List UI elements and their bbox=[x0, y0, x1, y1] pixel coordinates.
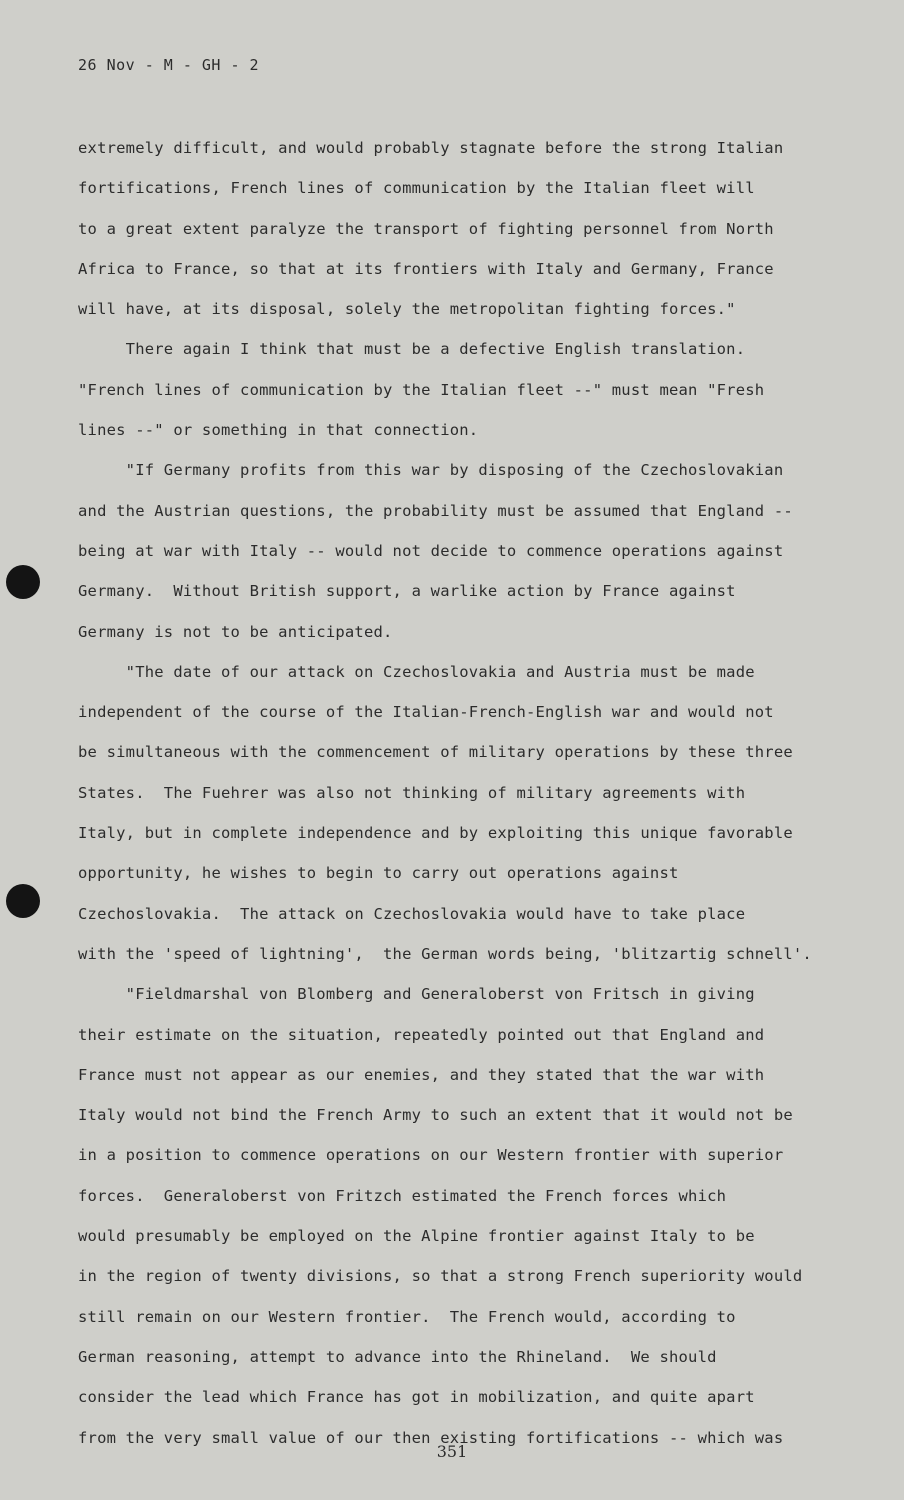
text-line: opportunity, he wishes to begin to carry out operations against bbox=[78, 864, 679, 883]
text-line: "If Germany profits from this war by disposing of the Czechoslovakian bbox=[78, 461, 784, 480]
text-line: still remain on our Western frontier. The French would, according to bbox=[78, 1307, 736, 1326]
text-line: Germany is not to be anticipated. bbox=[78, 622, 393, 641]
text-line: in the region of twenty divisions, so that a strong French superiority would bbox=[78, 1267, 803, 1286]
text-line: forces. Generaloberst von Fritzch estimated the French forces which bbox=[78, 1186, 727, 1205]
text-line: There again I think that must be a defective English translation. bbox=[78, 340, 746, 359]
punch-hole bbox=[6, 565, 40, 599]
text-line: States. The Fuehrer was also not thinking of military agreements with bbox=[78, 783, 746, 802]
text-line: and the Austrian questions, the probability must be assumed that England -- bbox=[78, 501, 793, 520]
page-reference-header: 26 Nov - M - GH - 2 bbox=[78, 56, 260, 74]
text-line: would presumably be employed on the Alpine frontier against Italy to be bbox=[78, 1227, 755, 1246]
text-line: from the very small value of our then existing fortifications -- which was bbox=[78, 1428, 784, 1447]
text-line: be simultaneous with the commencement of military operations by these three bbox=[78, 743, 793, 762]
text-line: with the 'speed of lightning', the German words being, 'blitzartig schnell'. bbox=[78, 944, 812, 963]
text-line: France must not appear as our enemies, and they stated that the war with bbox=[78, 1065, 765, 1084]
text-line: lines --" or something in that connection. bbox=[78, 421, 479, 440]
text-line: independent of the course of the Italian-French-English war and would not bbox=[78, 703, 774, 722]
page-number: 351 bbox=[436, 1442, 468, 1461]
text-line: fortifications, French lines of communication by the Italian fleet will bbox=[78, 179, 755, 198]
text-line: will have, at its disposal, solely the metropolitan fighting forces." bbox=[78, 300, 736, 319]
text-line: extremely difficult, and would probably stagnate before the strong Italian bbox=[78, 139, 784, 157]
text-line: "French lines of communication by the Italian fleet --" must mean "Fresh bbox=[78, 380, 765, 399]
text-line: Africa to France, so that at its frontiers with Italy and Germany, France bbox=[78, 259, 774, 278]
text-line: "The date of our attack on Czechoslovakia and Austria must be made bbox=[78, 662, 755, 681]
text-line: Czechoslovakia. The attack on Czechoslovakia would have to take place bbox=[78, 904, 746, 923]
text-line: Italy would not bind the French Army to such an extent that it would not be bbox=[78, 1106, 793, 1125]
text-line: being at war with Italy -- would not decide to commence operations against bbox=[78, 541, 784, 560]
text-line: in a position to commence operations on our Western frontier with superior bbox=[78, 1146, 784, 1165]
text-line: their estimate on the situation, repeatedly pointed out that England and bbox=[78, 1025, 765, 1044]
text-line: German reasoning, attempt to advance into the Rhineland. We should bbox=[78, 1347, 717, 1366]
text-line: consider the lead which France has got in mobilization, and quite apart bbox=[78, 1388, 755, 1407]
text-line: Germany. Without British support, a warlike action by France against bbox=[78, 582, 736, 601]
text-line: to a great extent paralyze the transport of fighting personnel from North bbox=[78, 219, 774, 238]
text-line: Italy, but in complete independence and by exploiting this unique favorable bbox=[78, 824, 793, 843]
text-line: "Fieldmarshal von Blomberg and Generaloberst von Fritsch in giving bbox=[78, 985, 755, 1004]
punch-hole bbox=[6, 884, 40, 918]
transcript-body bbox=[78, 128, 848, 1458]
